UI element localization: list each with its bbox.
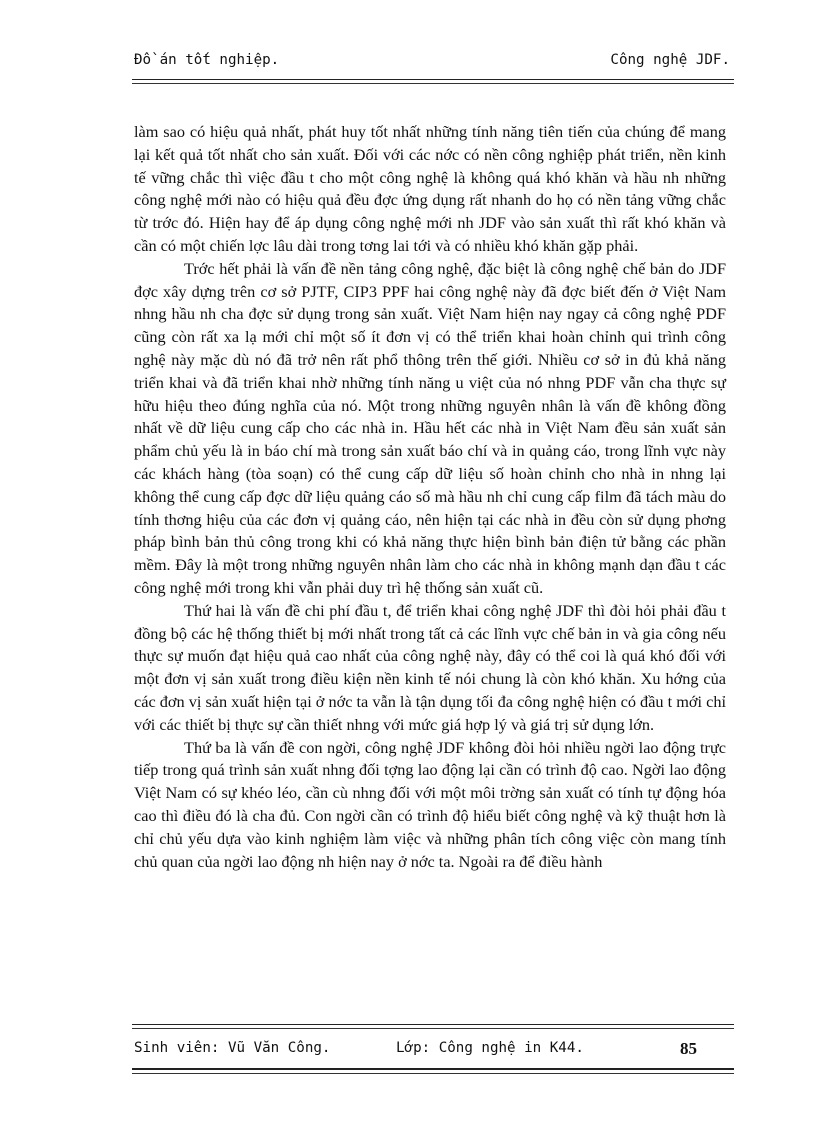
page-footer: [134, 1040, 734, 1064]
paragraph: làm sao có hiệu quả nhất, phát huy tốt nhất những tính năng tiên tiến của chúng để mang lại kết quả tốt nhất cho sản xuất. Đối với các nớc có nền công nghiệp phát triển, nền kinh tế vững chắc thì việc đầu t cho một công nghệ là không quá khó khăn và hầu nh những công nghệ mới nào có hiệu quả đều đợc ứng dụng rất nhanh do họ có nền tảng vững chắc từ trớc đó. Hiện hay để áp dụng công nghệ mới nh JDF vào sản xuất thì rất khó khăn và cần có một chiến lợc lâu dài trong tơng lai tới và có nhiều khó khăn gặp phải.: [134, 122, 726, 255]
footer-rule: [132, 1024, 734, 1025]
page-number: 85: [680, 1039, 697, 1058]
paragraph: Trớc hết phải là vấn đề nền tảng công nghệ, đặc biệt là công nghệ chế bản do JDF đợc xây dựng trên cơ sở PJTF, CIP3 PPF hai công nghệ này đã đợc biết đến ở Việt Nam nhng hầu nh cha đợc sử dụng trong sản xuất. Việt Nam hiện nay ngay cả công nghệ PDF cũng còn rất xa lạ mới chỉ một số ít đơn vị có thể triển khai hoàn chỉnh qui trình công nghệ này mặc dù nó đã trở nên rất phổ thông trên thế giới. Nhiều cơ sở in đủ khả năng triển khai và đã triển khai nhờ những tính năng u việt của nó nhng PDF vẫn cha thực sự hữu hiệu theo đúng nghĩa của nó. Một trong những nguyên nhân là vấn đề không đồng nhất về dữ liệu cung cấp cho các nhà in. Hầu hết các nhà in Việt Nam đều sản xuất sản phẩm chủ yếu là in báo chí mà trong sản xuất báo chí và in quảng cáo, trong lĩnh vực này các khách hàng (tòa soạn) có thể cung cấp dữ liệu số hoàn chỉnh cho nhà in nhng lại không thể cung cấp đợc dữ liệu quảng cáo số mà hầu nh chỉ cung cấp film đã tách màu do tính thơng hiệu của các đơn vị quảng cáo, nên hiện tại các nhà in đều còn sử dụng phơng pháp bình bản thủ công trong khi có khả năng thực hiện bình bản điện tử bằng các phần mềm. Đây là một trong những nguyên nhân làm cho các nhà in không mạnh dạn đầu t các công nghệ mới trong khi vẫn phải duy trì hệ thống sản xuất cũ.: [134, 258, 726, 597]
header-title-right: Công nghệ JDF.: [610, 52, 730, 68]
footer-bottom-rule-thin: [132, 1073, 734, 1074]
footer-bottom-rule: [132, 1068, 734, 1070]
body-text: [134, 121, 726, 873]
paragraph: Thứ hai là vấn đề chi phí đầu t, để triển khai công nghệ JDF thì đòi hỏi phải đầu t đồng bộ các hệ thống thiết bị mới nhất trong tất cả các lĩnh vực chế bản in và gia công nếu thực sự muốn đạt hiệu quả cao nhất của công nghệ này, đây có thể coi là quá khó đối với một đơn vị sản xuất trong điều kiện nền kinh tế nói chung là còn khó khăn. Xu hớng của các đơn vị sản xuất hiện tại ở nớc ta vẫn là tận dụng tối đa công nghệ hiện có đầu t mới chỉ với các thiết bị thực sự cần thiết nhng với mức giá hợp lý và giá trị sử dụng lớn.: [134, 600, 726, 734]
footer-rule-thin: [132, 1028, 734, 1029]
footer-class: Lớp: Công nghệ in K44.: [396, 1040, 584, 1056]
header-title-left: Đồ án tốt nghiệp.: [134, 52, 280, 68]
footer-student: Sinh viên: Vũ Văn Công.: [134, 1040, 331, 1056]
header-rule-thin: [132, 83, 734, 84]
paragraph: Thứ ba là vấn đề con ngời, công nghệ JDF không đòi hỏi nhiều ngời lao động trực tiếp trong quá trình sản xuất nhng đối tợng lao động lại cần có trình độ cao. Ngời lao động Việt Nam có sự khéo léo, cần cù nhng đối với một môi trờng sản xuất có tính tự động hóa cao thì điều đó là cha đủ. Con ngời cần có trình độ hiểu biết công nghệ và kỹ thuật hơn là chỉ chủ yếu dựa vào kinh nghiệm làm việc và những phân tích công việc còn mang tính chủ quan của ngời lao động nh hiện nay ở nớc ta. Ngoài ra để điều hành: [134, 737, 726, 871]
header-rule: [132, 79, 734, 80]
page-header: [134, 52, 730, 76]
